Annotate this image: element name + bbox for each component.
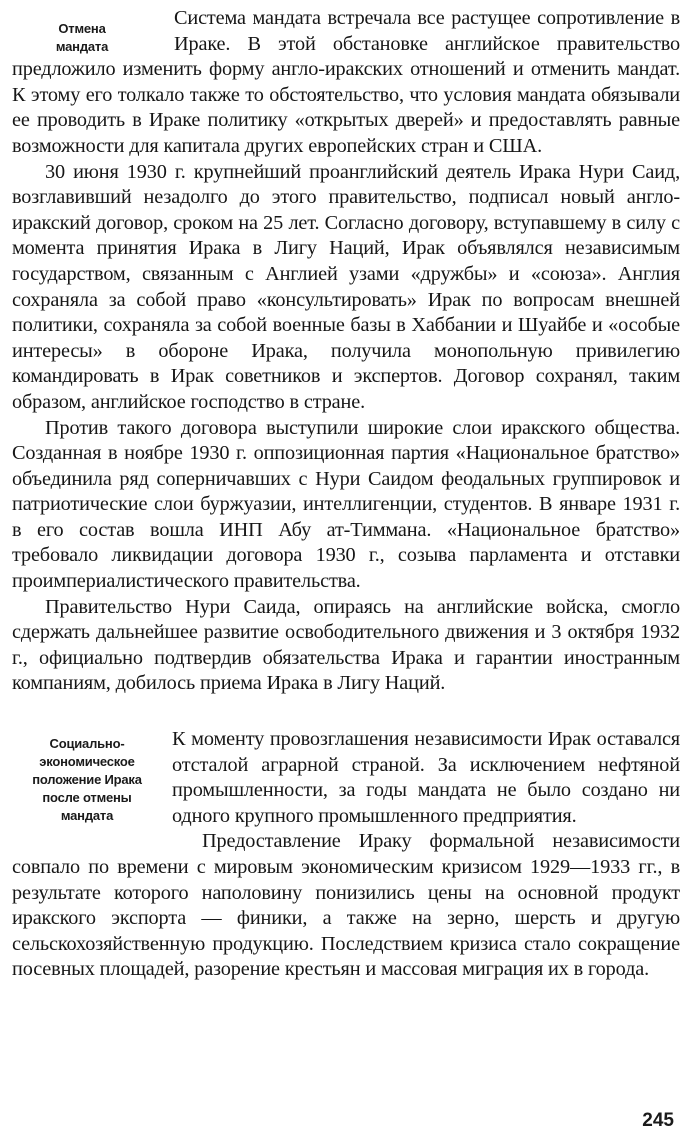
page-number: 245 [642,1110,674,1131]
side-heading-line: экономическое [39,754,135,770]
side-heading-line: Отмена [58,21,106,36]
paragraph: 30 июня 1930 г. крупнейший проанглийский деятель Ирака Нури Саид, возглавивший незадолго до этого правительство, подписал новый англо-иракский договор, сроком на 25 лет. Согласно договору, вступавшему в силу с момента принятия Ирака в Лигу Наций, Ирак объявлялся независимым государством, связанным с Англией узами «дружбы» и «союза». Англия сохраняла за собой право «консультировать» Ирак по вопросам внешней политики, сохраняла за собой военные базы в Хаббании и Шуайбе и «особые интересы» в обороне Ирака, получила монопольную привилегию командировать в Ирак советников и экспертов. Договор сохранял, таким образом, английское господство в стране. [12,160,680,413]
side-heading-line: после отмены [42,790,132,806]
side-heading-mandate-abolition [12,6,152,56]
paragraph: Против такого договора выступили широкие слои иракского общества. Созданная в ноябре 1930 г. оппозиционная партия «Национальное братство» объединила ряд соперничавших с Нури Саидом феодальных группировок и патриотические слои буржуазии, интеллигенции, студентов. В январе 1931 г. в его состав вошла ИНП Абу ат-Тиммана. «Национальное братство» требовало ликвидации договора 1930 г., созыва парламента и отставки проимпериалистического правительства. [12,416,680,593]
paragraph: Система мандата встречала все растущее сопротивление в Ираке. В этой обстановке английское правительство предложило изменить форму англо-иракских отношений и отменить мандат. К этому его толкало также то обстоятельство, что условия мандата обязывали ее проводить в Ираке политику «открытых дверей» и предоставлять равные возможности для капитала других европейских стран и США. [12,7,680,157]
paragraph: Правительство Нури Саида, опираясь на английские войска, смогло сдержать дальнейшее развитие освободительного движения и 3 октября 1932 г., официально подтвердив обязательства Ирака и гарантии иностранным компаниям, добилось приема Ирака в Лигу Наций. [12,595,680,695]
side-heading-line: мандата [55,39,109,54]
paragraph: Предоставление Ираку формальной независимости совпало по времени с мировым экономическим кризисом 1929—1933 гг., в результате которого наполовину понизились цены на основной продукт иракского экспорта — финики, а также на зерно, шерсть и другую сельскохозяйственную продукцию. Последствием кризиса стало сокращение посевных площадей, разорение крестьян и массовая миграция их в города. [12,830,680,981]
side-heading-socioeconomic [12,727,162,825]
book-page [12,2,680,1132]
section-mandate-abolition [12,6,680,697]
side-heading-line: Социально- [49,736,125,752]
side-heading-line: мандата [60,808,114,824]
paragraph: К моменту провозглашения независимости Ирак оставался отсталой аграрной страной. За исключением нефтяной промышленности, за годы мандата не было создано ни одного крупного промышленного предприятия. [172,728,680,827]
side-heading-line: положение Ирака [32,772,142,788]
section-socioeconomic [12,727,680,983]
